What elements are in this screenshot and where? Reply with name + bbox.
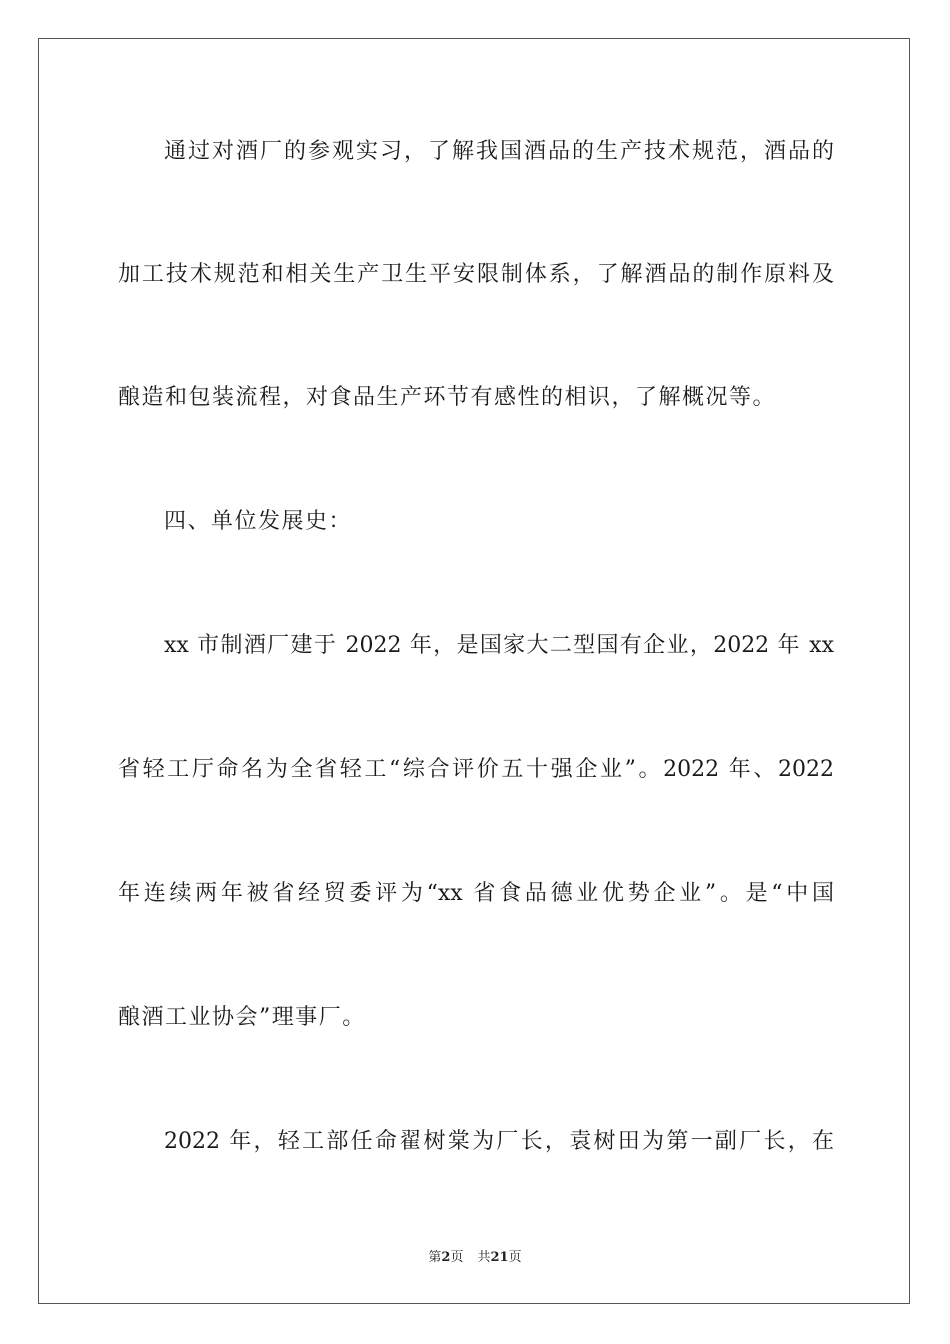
section-heading: 四、单位发展史：: [164, 509, 353, 534]
paragraph-line-8: 酿酒工业协会”理事厂。: [118, 1005, 366, 1030]
paragraph-line-1: 通过对酒厂的参观实习，了解我国酒品的生产技术规范，酒品的: [164, 139, 834, 164]
footer-total-prefix: 共: [477, 1250, 491, 1265]
footer-page-suffix: 页: [450, 1250, 464, 1265]
footer-page-current: 2: [441, 1250, 451, 1265]
footer-page-total: 21: [490, 1250, 509, 1265]
footer-total-suffix: 页: [508, 1250, 522, 1265]
page-border: [38, 38, 910, 1304]
paragraph-line-6: 省轻工厅命名为全省轻工“综合评价五十强企业”。2022 年、2022: [118, 757, 834, 782]
paragraph-line-9: 2022 年，轻工部任命翟树棠为厂长，袁树田为第一副厂长，在: [164, 1129, 834, 1154]
footer-page-prefix: 第: [428, 1250, 442, 1265]
page-footer: [0, 1246, 950, 1265]
paragraph-line-2: 加工技术规范和相关生产卫生平安限制体系，了解酒品的制作原料及: [118, 262, 834, 287]
paragraph-line-5: xx 市制酒厂建于 2022 年，是国家大二型国有企业，2022 年 xx: [164, 633, 834, 658]
paragraph-line-3: 酿造和包装流程，对食品生产环节有感性的相识，了解概况等。: [118, 385, 777, 410]
paragraph-line-7: 年连续两年被省经贸委评为“xx 省食品德业优势企业”。是“中国: [118, 881, 834, 906]
